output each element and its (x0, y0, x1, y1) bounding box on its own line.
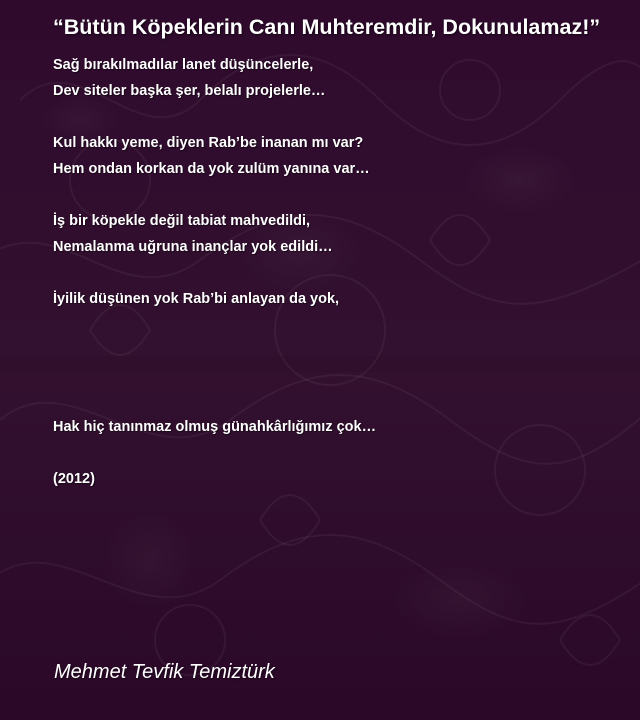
poem-body (53, 52, 633, 492)
poem-author: Mehmet Tevfik Temiztürk (54, 661, 275, 683)
poem-line: Nemalanma uğruna inançlar yok edildi… (53, 239, 333, 255)
poem-title: “Bütün Köpeklerin Canı Muhteremdir, Dokunulamaz!” (53, 15, 601, 39)
poem-line: Kul hakkı yeme, diyen Rab’be inanan mı var? (53, 135, 364, 151)
poem-line: Sağ bırakılmadılar lanet düşüncelerle, (53, 57, 314, 73)
poem-date: (2012) (53, 471, 95, 487)
poem-line: İş bir köpekle değil tabiat mahvedildi, (53, 213, 311, 229)
poem-line: Hak hiç tanınmaz olmuş günahkârlığımız çok… (53, 419, 377, 435)
poem-line: Dev siteler başka şer, belalı projelerle… (53, 83, 326, 99)
poem-line: Hem ondan korkan da yok zulüm yanına var… (53, 161, 370, 177)
poem-line: İyilik düşünen yok Rab’bi anlayan da yok, (53, 291, 340, 307)
